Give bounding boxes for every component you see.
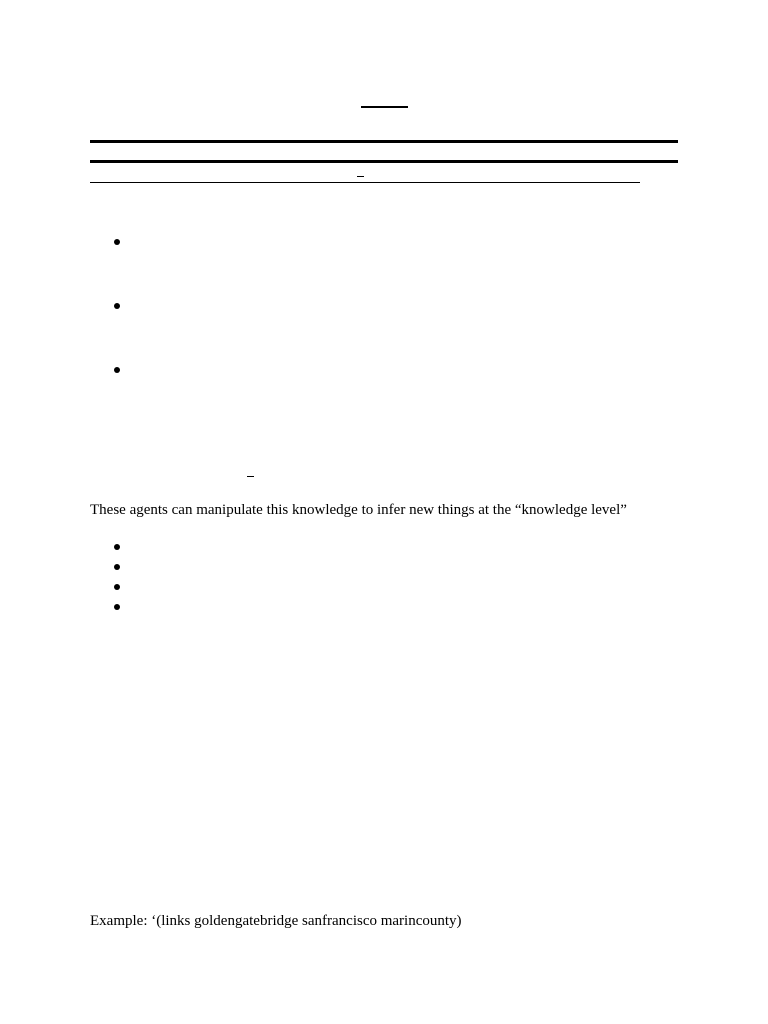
bullet-point [114, 604, 120, 610]
bullet-point [114, 564, 120, 570]
example-line: Example: ‘(links goldengatebridge sanfrancisco marincounty) [90, 913, 462, 929]
horizontal-rule-middle [90, 160, 678, 163]
underscore-mark [357, 176, 364, 177]
paragraph-agents: These agents can manipulate this knowledge to infer new things at the “knowledge level” [90, 502, 627, 518]
bullet-point [114, 239, 120, 245]
bullet-point [114, 367, 120, 373]
horizontal-rule-thin [90, 182, 640, 183]
horizontal-rule-top [90, 140, 678, 143]
title-underline [361, 106, 408, 108]
bullet-point [114, 544, 120, 550]
bullet-point [114, 584, 120, 590]
underscore-mark [247, 476, 254, 477]
bullet-point [114, 303, 120, 309]
